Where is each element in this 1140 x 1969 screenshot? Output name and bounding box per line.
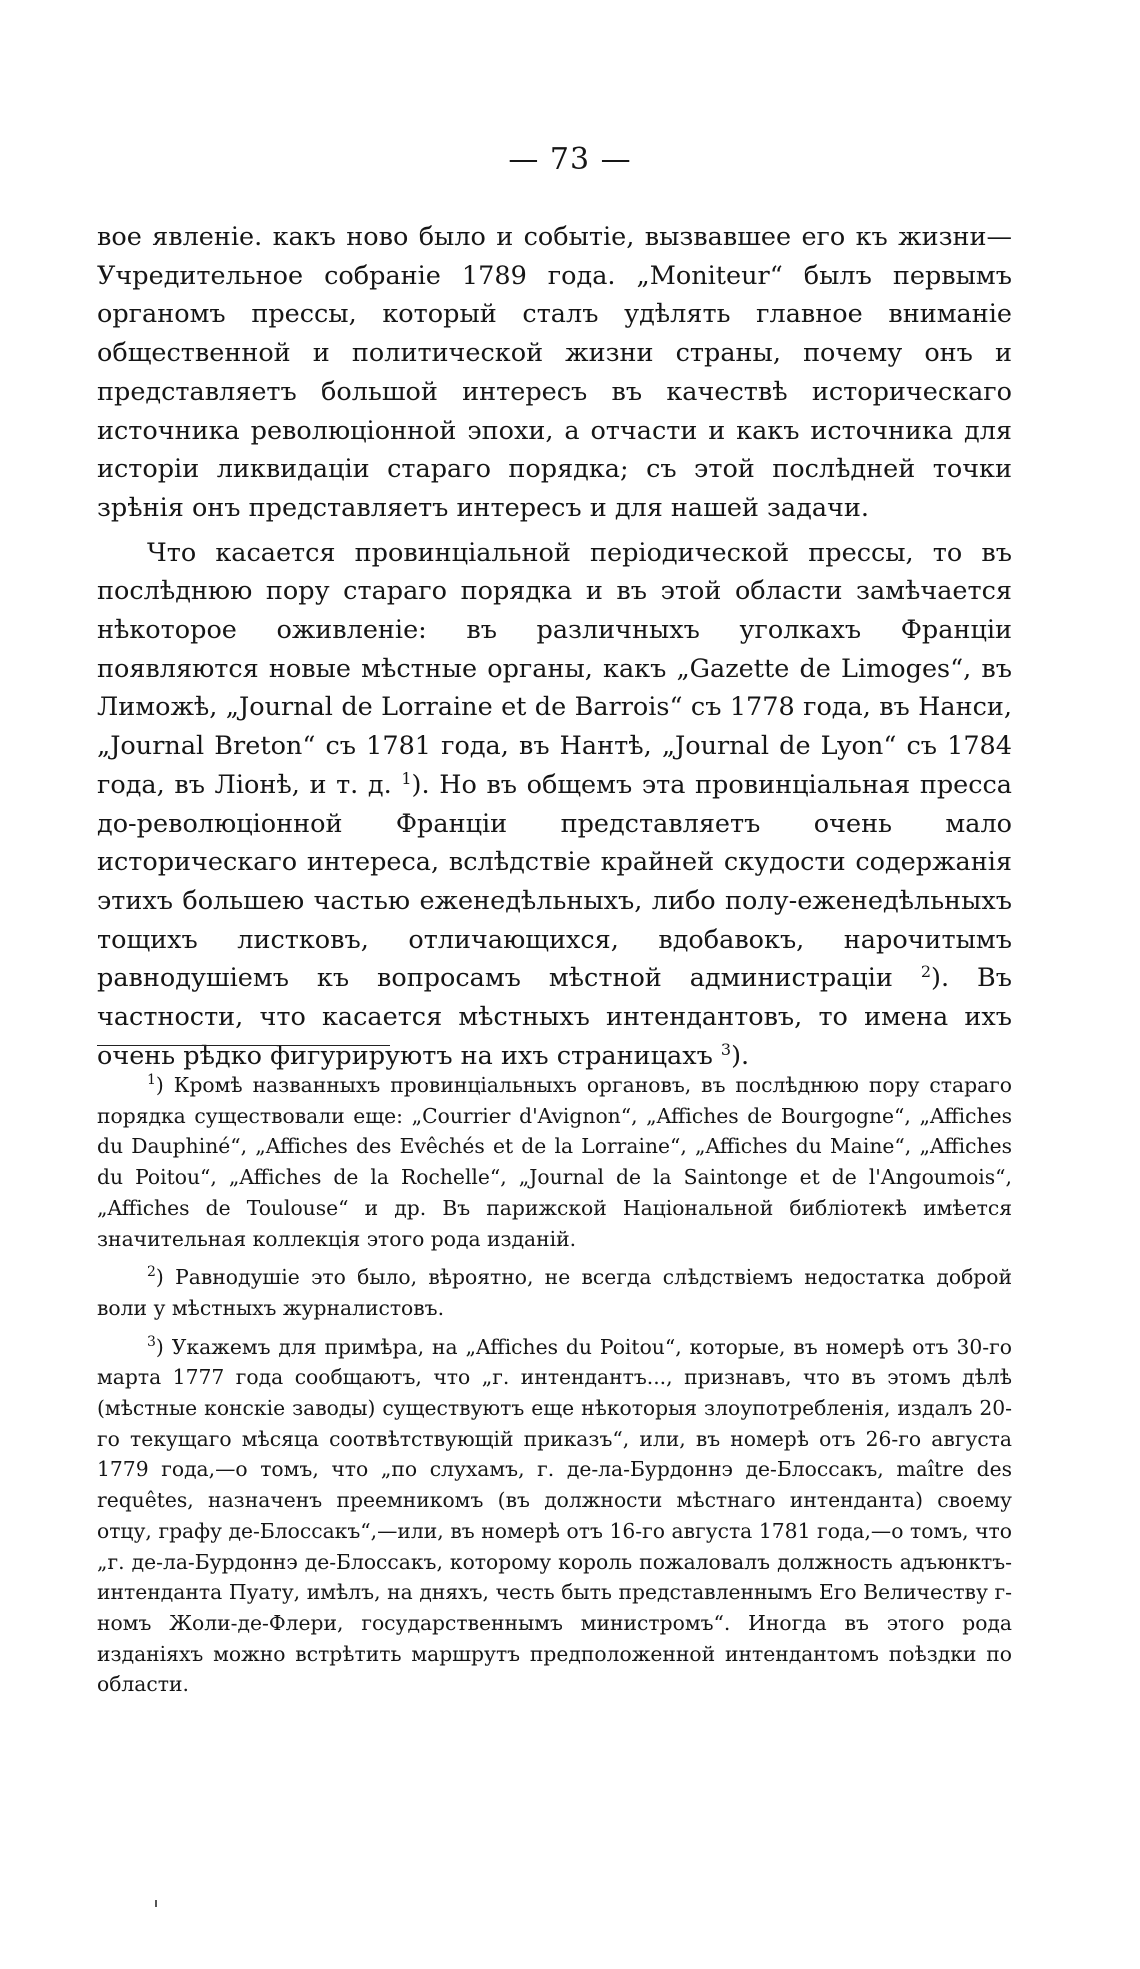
footnote-3 [97, 1332, 1012, 1700]
footnote-marker: 3 [147, 1333, 156, 1350]
paragraph-2-part-a: Что касается провинціальной періодической прессы, то въ послѣднюю пору стараго порядка и въ этой области замѣчается нѣкоторое оживленіе: въ различныхъ уголкахъ Франціи появляются новые мѣстные органы, какъ „Gazette de Limoges“, въ Лиможѣ, „Journal de Lorraine et de Barrois“ съ 1778 года, въ Нанси, „Journal Breton“ съ 1781 года, въ Нантѣ, „Journal de Lyon“ съ 1784 года, въ Ліонѣ, и т. д. [97, 537, 1012, 800]
paragraph-2-part-b: ). Но въ общемъ эта провинціальная пресса до-революціонной Франціи представляетъ очень мало историческаго интереса, вслѣдствіе крайней скудости содержанія этихъ большею частью еженедѣльныхъ, либо полу-еженедѣльныхъ тощихъ листковъ, отличающихся, вдобавокъ, нарочитымъ равнодушіемъ къ вопросамъ мѣстной администраціи [97, 769, 1012, 994]
footnote-text: ) Кромѣ названныхъ провинціальныхъ органовъ, въ послѣднюю пору стараго порядка существовали еще: „Courrier d'Avignon“, „Affiches de Bourgogne“, „Affiches du Dauphiné“, „Affiches des Evêchés et de la Lorraine“, „Affiches du Maine“, „Affiches du Poitou“, „Affiches de la Rochelle“, „Journal de la Saintonge et de l'Angoumois“, „Affiches de Toulouse“ и др. Въ парижской Національной библіотекѣ имѣется значительная коллекція этого рода изданій. [97, 1073, 1012, 1251]
main-text [97, 218, 1012, 1075]
footnote-ref-2[interactable]: 2 [920, 962, 932, 982]
footnote-text: ) Равнодушіе это было, вѣроятно, не всегда слѣдствіемъ недостатка доброй воли у мѣстныхъ журналистовъ. [97, 1265, 1012, 1320]
paragraph-2-part-c: ). Въ частности, что касается мѣстныхъ интендантовъ, то имена ихъ очень рѣдко фигурируютъ на ихъ страницахъ [97, 963, 1013, 1071]
footnote-2 [97, 1262, 1012, 1323]
footnote-ref-3[interactable]: 3 [720, 1039, 732, 1059]
print-speck [155, 1900, 157, 1907]
footnote-marker: 1 [147, 1072, 156, 1088]
paragraph-2-part-d: ). [731, 1040, 750, 1071]
footnote-text: ) Укажемъ для примѣра, на „Affiches du Poitou“, которые, въ номерѣ отъ 30-го марта 1777 года сообщаютъ, что „г. интендантъ..., признавъ, что въ этомъ дѣлѣ (мѣстные конскіе заводы) существуютъ еще нѣкоторыя злоупотребленія, издалъ 20-го текущаго мѣсяца соотвѣтствующій приказъ“, или, въ номерѣ отъ 26-го августа 1779 года,—о томъ, что „по слухамъ, г. де-ла-Бурдоннэ де-Блоссакъ, maître des requêtes, назначенъ преемникомъ (въ должности мѣстнаго интенданта) своему отцу, графу де-Блоссакъ“,—или, въ номерѣ отъ 16-го августа 1781 года,—о томъ, что „г. де-ла-Бурдоннэ де-Блоссакъ, которому король пожаловалъ должность адъюнктъ-интенданта Пуату, имѣлъ, на дняхъ, честь быть представленнымъ Его Величеству г-номъ Жоли-де-Флери, государственнымъ министромъ“. Иногда въ этого рода изданіяхъ можно встрѣтить маршрутъ предположенной интендантомъ поѣздки по области. [97, 1334, 1012, 1697]
page-number: — 73 — [508, 142, 632, 177]
footnote-ref-1[interactable]: 1 [401, 768, 412, 788]
paragraph-2 [97, 534, 1012, 1076]
footnote-marker: 2 [147, 1264, 156, 1281]
footnotes [97, 1070, 1012, 1708]
footnote-1 [97, 1070, 1012, 1254]
footnote-separator [97, 1045, 390, 1046]
paragraph-1: вое явленіе. какъ ново было и событіе, вызвавшее его къ жизни— Учредительное собраніе 1789 года. „Moniteur“ былъ первымъ органомъ прессы, который сталъ удѣлять главное вниманіе общественной и политической жизни страны, почему онъ и представляетъ большой интересъ въ качествѣ историческаго источника революціонной эпохи, а отчасти и какъ источника для исторіи ликвидаціи стараго порядка; съ этой послѣдней точки зрѣнія онъ представляетъ интересъ и для нашей задачи. [97, 222, 1012, 523]
